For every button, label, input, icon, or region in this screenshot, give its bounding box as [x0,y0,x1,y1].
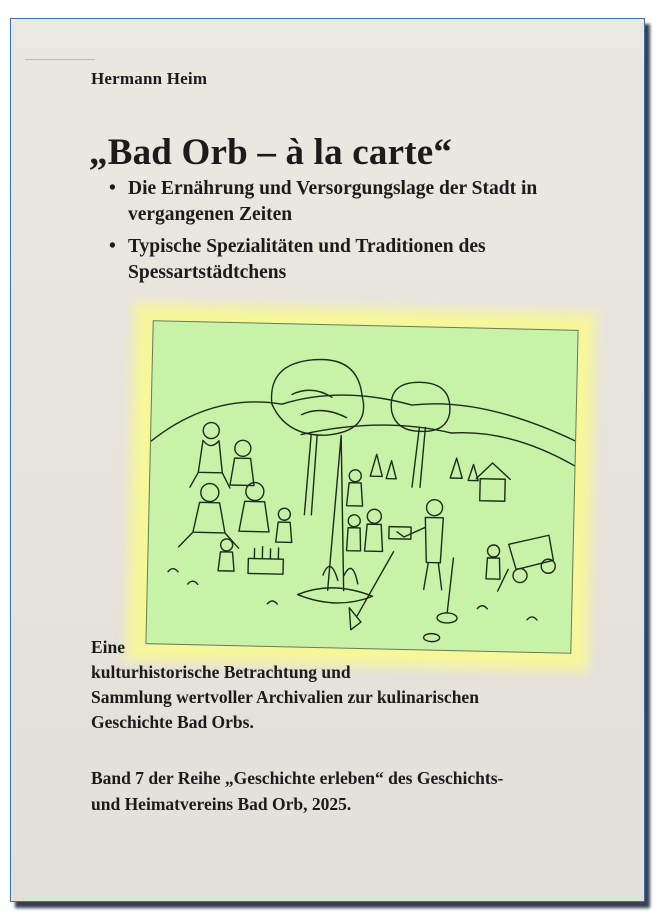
description-line-3: Sammlung wertvoller Archivalien zur kulinarischen [91,687,479,707]
book-cover [10,18,645,902]
book-title: „Bad Orb – à la carte“ [89,132,453,173]
description-line-4: Geschichte Bad Orbs. [91,712,254,732]
description-line-1: Eine [91,637,126,657]
author-name: Hermann Heim [91,69,208,88]
series-line-2: und Heimatvereins Bad Orb, 2025. [91,794,352,814]
subtitle-bullet-2: • Typische Spezialitäten und Traditionen des Spessartstädtchens [107,234,607,286]
description-block [91,635,611,735]
description-line-2: kulturhistorische Betrachtung und [91,662,351,682]
series-info [91,765,631,817]
series-line-1: Band 7 der Reihe „Geschichte erleben“ des Geschichts- [91,768,504,788]
subtitle-list [107,176,607,292]
village-scene-icon [146,321,577,653]
subtitle-bullet-1: • Die Ernährung und Versorgungslage der Stadt in vergangenen Zeiten [107,176,607,228]
cover-illustration [145,320,578,654]
divider [25,59,95,60]
